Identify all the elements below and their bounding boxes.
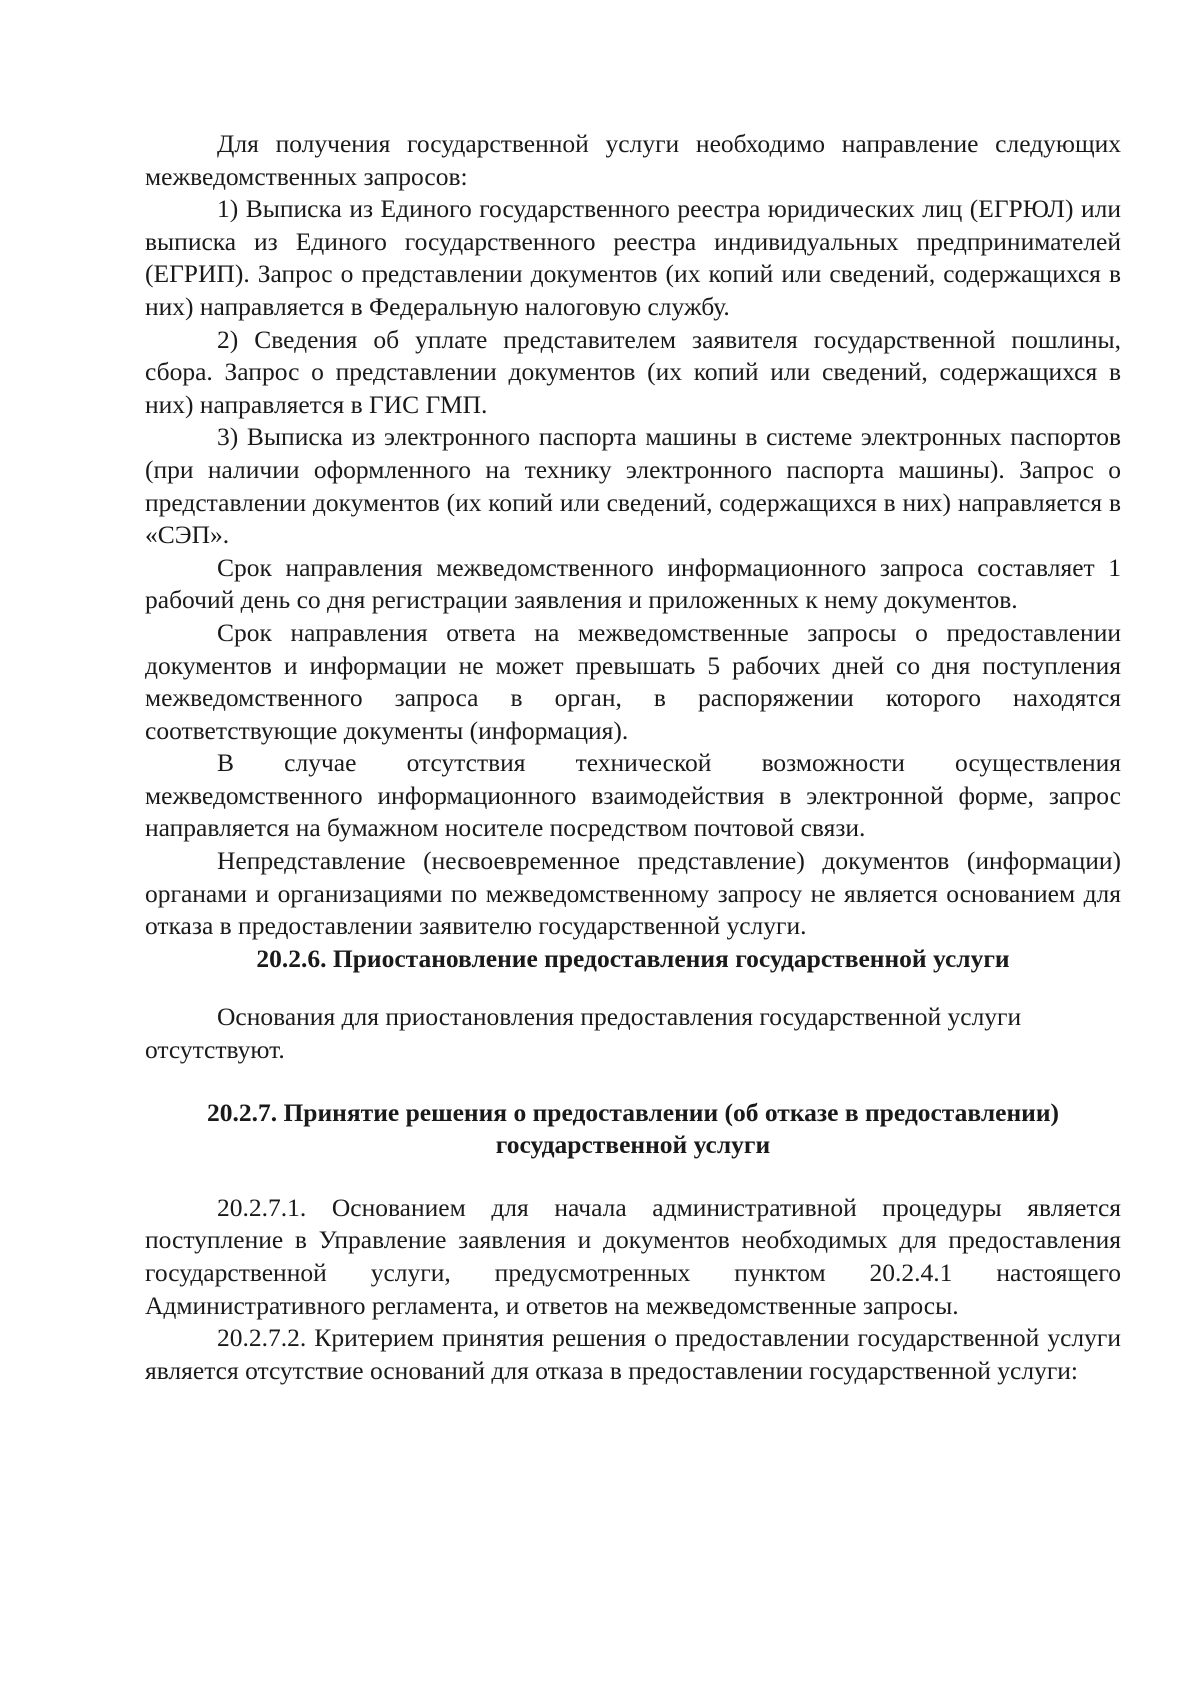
spacer <box>145 1162 1121 1192</box>
section-heading-20-2-7 <box>145 1097 1121 1162</box>
document-page <box>145 128 1121 1387</box>
paragraph-non-submission: Непредставление (несвоевременное представление) документов (информации) органами и организациями по межведомственному запросу не является основанием для отказа в предоставлении заявителю государственной услуги. <box>145 846 1121 941</box>
list-item-2: 2) Сведения об уплате представителем заявителя государственной пошлины, сбора. Запрос о представлении документов (их копий или сведений, содержащихся в них) направляется в ГИС ГМП. <box>145 324 1121 419</box>
spacer <box>145 1067 1121 1097</box>
section-heading-20-2-7-line1: 20.2.7. Принятие решения о предоставлении (об отказе в предоставлении) <box>206 1097 1060 1127</box>
paragraph-intro: Для получения государственной услуги необходимо направление следующих межведомственных запросов: <box>145 129 1121 191</box>
list-item-1: 1) Выписка из Единого государственного реестра юридических лиц (ЕГРЮЛ) или выписка из Единого государственного реестра индивидуальных предпринимателей (ЕГРИП). Запрос о представлении документов (их копий или сведений, содержащихся в них) направляется в Федеральную налоговую службу. <box>145 194 1121 321</box>
list-item-3: 3) Выписка из электронного паспорта машины в системе электронных паспортов (при наличии оформленного на технику электронного паспорта машины). Запрос о представлении документов (их копий или сведений, содержащихся в них) направляется в «СЭП». <box>145 422 1121 550</box>
paragraph-response-deadline: Срок направления ответа на межведомственные запросы о предоставлении документов и информации не может превышать 5 рабочих дней со дня поступления межведомственного запроса в орган, в распоряжении которого находятся соответствующие документы (информация). <box>145 617 1121 745</box>
paragraph-request-deadline: Срок направления межведомственного информационного запроса составляет 1 рабочий день со дня регистрации заявления и приложенных к нему документов. <box>145 552 1121 615</box>
paragraph-20-2-7-2: 20.2.7.2. Критерием принятия решения о предоставлении государственной услуги является отсутствие оснований для отказа в предоставлении государственной услуги: <box>145 1323 1121 1385</box>
spacer <box>145 975 1121 1001</box>
paragraph-20-2-7-1: 20.2.7.1. Основанием для начала административной процедуры является поступление в Управление заявления и документов необходимых для предоставления государственной услуги, предусмотренных пунктом 20.2.4.1 настоящего Административного регламента, и ответов на межведомственные запросы. <box>145 1192 1121 1320</box>
section-heading-20-2-6: 20.2.6. Приостановление предоставления государственной услуги <box>256 943 1010 973</box>
paragraph-paper-request: В случае отсутствия технической возможности осуществления межведомственного информационного взаимодействия в электронной форме, запрос направляется на бумажном носителе посредством почтовой связи. <box>145 748 1121 843</box>
paragraph-suspension: Основания для приостановления предоставления государственной услуги отсутствуют. <box>145 1002 1022 1065</box>
section-heading-20-2-7-line2: государственной услуги <box>495 1130 771 1160</box>
